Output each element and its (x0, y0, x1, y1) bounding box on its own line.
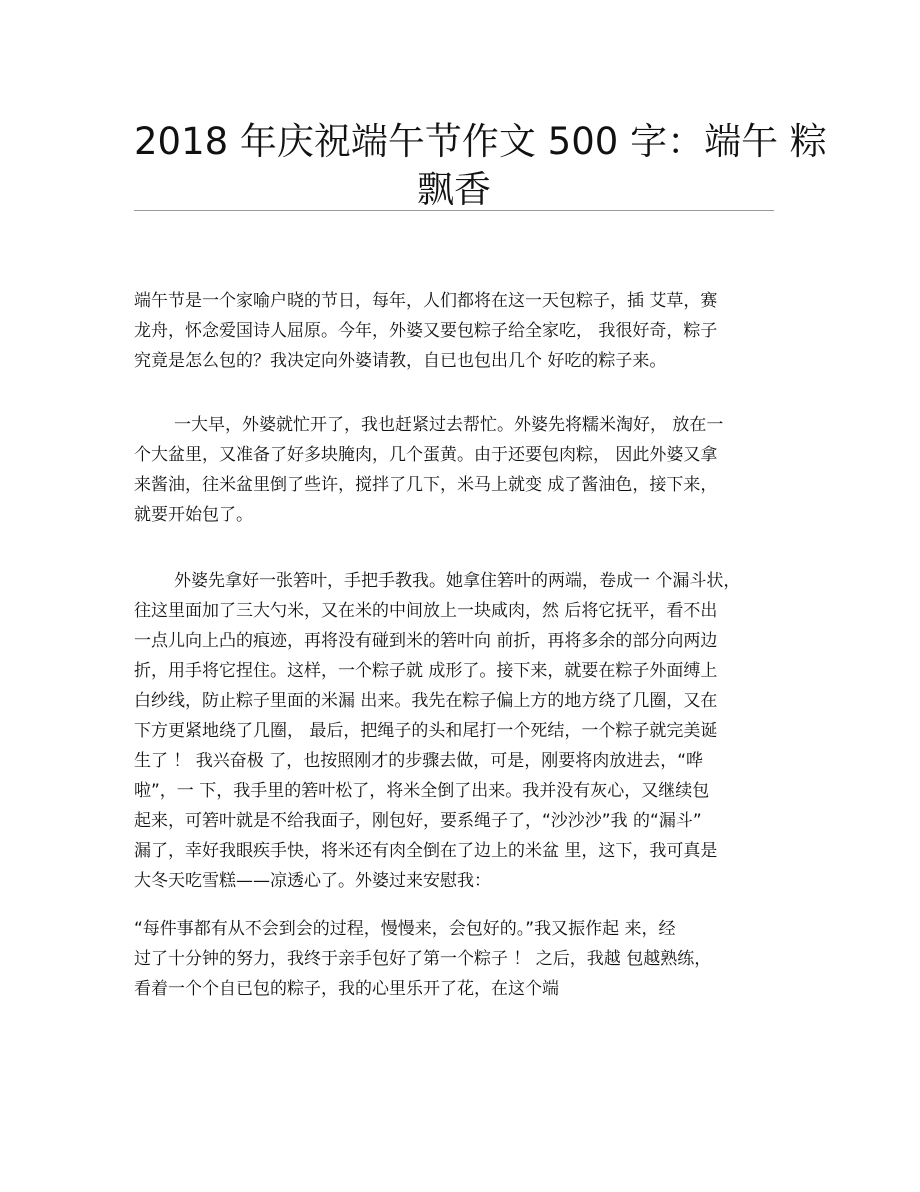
paragraph-line: 白纱线，防止粽子里面的米漏 出来。我先在粽子偏上方的地方绕了几圈，又在 (134, 691, 718, 711)
paragraph-line: 起来，可箬叶就是不给我面子，刚包好，要系绳子了，“沙沙沙”我 的“漏斗” (134, 811, 702, 831)
paragraph-line: 来酱油，往米盆里倒了些许，搅拌了几下，米马上就变 成了酱油色，接下来， (134, 475, 718, 495)
paragraph-line: 一点儿向上凸的痕迹，再将没有碰到米的箬叶向 前折，再将多余的部分向两边 (134, 631, 718, 651)
title-divider (134, 210, 774, 211)
paragraph-line: 端午节是一个家喻户晓的节日，每年，人们都将在这一天包粽子，插 艾草，赛 (134, 291, 718, 311)
paragraph-line: 往这里面加了三大勺米，又在米的中间放上一块咸肉，然 后将它抚平，看不出 (134, 601, 718, 621)
page-title (134, 118, 827, 214)
title-line-1: 2018 年庆祝端午节作文 500 字：端午 粽 (134, 120, 827, 163)
paragraph-line: 外婆先拿好一张箬叶，手把手教我。她拿住箬叶的两端，卷成一 个漏斗状， (174, 571, 741, 591)
paragraph-line: 啦”，一 下，我手里的箬叶松了，将米全倒了出来。我并没有灰心，又继续包 (134, 781, 710, 801)
paragraph-line: 龙舟，怀念爱国诗人屈原。今年，外婆又要包粽子给全家吃， 我很好奇，粽子 (134, 321, 718, 341)
paragraph-line: 看着一个个自已包的粽子，我的心里乐开了花，在这个端 (134, 979, 559, 999)
paragraph-line: 一大早，外婆就忙开了，我也赶紧过去帮忙。外婆先将糯米淘好， 放在一 (174, 415, 724, 435)
paragraph-line: 过了十分钟的努力，我终于亲手包好了第一个粽子 ！ 之后，我越 包越熟练， (134, 949, 712, 969)
paragraph-line: 生了 ！ 我兴奋极 了，也按照刚才的步骤去做，可是，刚要将肉放进去，“哗 (134, 751, 704, 771)
paragraph-4 (134, 914, 774, 1004)
paragraph-line: 大冬天吃雪糕——凉透心了。外婆过来安慰我： (134, 871, 491, 891)
paragraph-2 (134, 410, 774, 530)
paragraph-line: “每件事都有从不会到会的过程，慢慢来，会包好的。”我又振作起 来，经 (134, 919, 676, 939)
title-line-2: 飘香 (417, 168, 491, 211)
paragraph-3 (134, 566, 774, 896)
paragraph-line: 漏了，幸好我眼疾手快，将米还有肉全倒在了边上的米盆 里，这下，我可真是 (134, 841, 718, 861)
paragraph-line: 折，用手将它捏住。这样，一个粽子就 成形了。接下来，就要在粽子外面缚上 (134, 661, 718, 681)
paragraph-line: 就要开始包了。 (134, 505, 253, 525)
paragraph-line: 究竟是怎么包的？我决定向外婆请教，自已也包出几个 好吃的粽子来。 (134, 351, 667, 371)
paragraph-line: 个大盆里，又准备了好多块腌肉，几个蛋黄。由于还要包肉粽， 因此外婆又拿 (134, 445, 718, 465)
paragraph-1 (134, 286, 774, 376)
paragraph-line: 下方更紧地绕了几圈， 最后，把绳子的头和尾打一个死结，一个粽子就完美诞 (134, 721, 718, 741)
